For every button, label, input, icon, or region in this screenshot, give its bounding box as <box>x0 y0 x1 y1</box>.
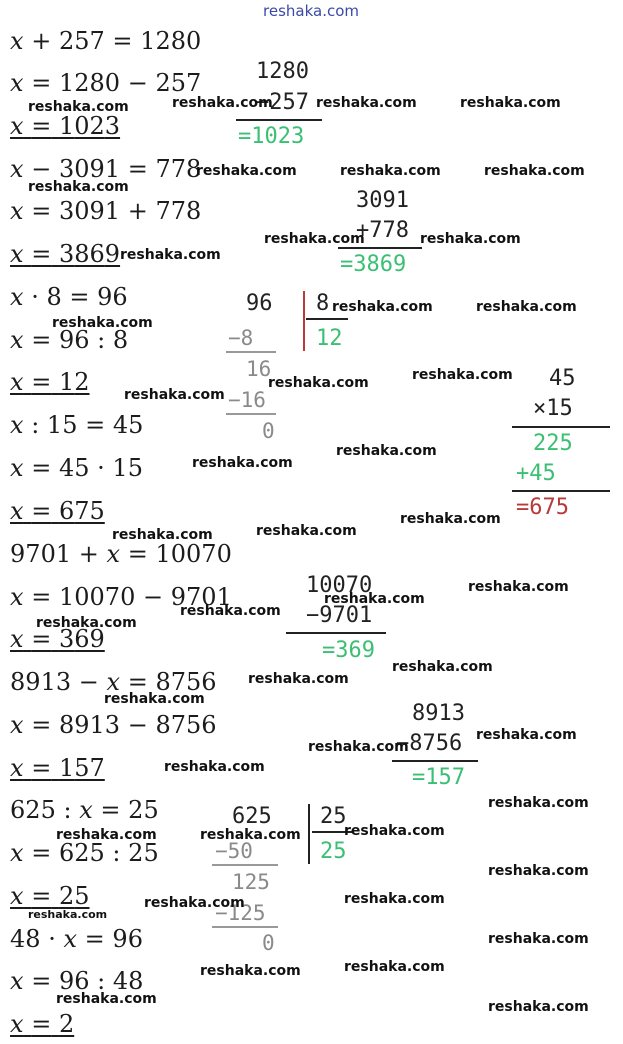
watermark-text: reshaka.com <box>308 739 409 755</box>
long-division-quotient: 25 <box>320 839 347 864</box>
site-header-link[interactable]: reshaka.com <box>263 2 359 20</box>
watermark-text: reshaka.com <box>412 367 513 383</box>
watermark-text: reshaka.com <box>484 163 585 179</box>
equation-answer: x = 675 <box>10 497 105 525</box>
watermark-text: reshaka.com <box>200 963 301 979</box>
variable-x: x <box>106 668 121 696</box>
long-division-divisor: 25 <box>320 804 347 829</box>
watermark-text: reshaka.com <box>344 823 445 839</box>
equation-line: x = 10070 − 9701 <box>10 583 232 611</box>
watermark-text: reshaka.com <box>248 671 349 687</box>
long-division-step: −16 <box>228 388 266 412</box>
watermark-text: reshaka.com <box>192 455 293 471</box>
variable-x: x <box>10 197 24 225</box>
watermark-text: reshaka.com <box>344 891 445 907</box>
column-operand: 8913 <box>412 701 465 726</box>
column-operand: −8756 <box>396 731 463 756</box>
long-division-divisor: 8 <box>316 291 330 316</box>
equation-line: x · 8 = 96 <box>10 283 128 311</box>
watermark-text: reshaka.com <box>488 863 589 879</box>
equation-answer: x = 25 <box>10 882 90 910</box>
watermark-text: reshaka.com <box>36 615 137 631</box>
watermark-text: reshaka.com <box>28 99 129 115</box>
watermark-text: reshaka.com <box>164 759 265 775</box>
column-rule <box>286 632 386 634</box>
variable-x: x <box>10 69 24 97</box>
watermark-text: reshaka.com <box>344 959 445 975</box>
column-rule <box>236 119 322 121</box>
long-division-step: 125 <box>232 870 270 894</box>
variable-x: x <box>10 711 24 739</box>
watermark-text: reshaka.com <box>332 299 433 315</box>
column-result: =157 <box>412 765 465 790</box>
watermark-text: reshaka.com <box>256 523 357 539</box>
watermark-text: reshaka.com <box>488 795 589 811</box>
column-result: =3869 <box>340 252 407 277</box>
column-rule <box>392 760 478 762</box>
equation-line: x : 15 = 45 <box>10 411 144 439</box>
equation-line: x = 96 : 8 <box>10 326 129 354</box>
equation-answer: x = 157 <box>10 754 105 782</box>
watermark-text: reshaka.com <box>316 95 417 111</box>
variable-x: x <box>10 27 24 55</box>
watermark-text: reshaka.com <box>476 727 577 743</box>
watermark-text: reshaka.com <box>324 591 425 607</box>
long-division-step: 0 <box>262 419 275 443</box>
equation-line: 48 · x = 96 <box>10 925 143 953</box>
watermark-text: reshaka.com <box>104 691 205 707</box>
watermark-text: reshaka.com <box>56 827 157 843</box>
long-division-step: −125 <box>215 901 266 925</box>
column-result: =1023 <box>238 124 305 149</box>
long-division-step: 16 <box>246 357 272 381</box>
watermark-text: reshaka.com <box>124 387 225 403</box>
watermark-text: reshaka.com <box>336 443 437 459</box>
long-division-dividend: 96 <box>246 291 273 316</box>
long-division-rule <box>306 318 348 320</box>
column-operand: ×15 <box>533 396 573 421</box>
watermark-text: reshaka.com <box>468 579 569 595</box>
variable-x: x <box>10 368 24 396</box>
long-division-bar <box>303 291 305 351</box>
equation-line: x + 257 = 1280 <box>10 27 202 55</box>
column-operand: 3091 <box>356 188 409 213</box>
equation-line: 8913 − x = 8756 <box>10 668 217 696</box>
variable-x: x <box>10 155 24 183</box>
long-division-rule <box>226 413 276 415</box>
variable-x: x <box>10 283 24 311</box>
watermark-text: reshaka.com <box>488 931 589 947</box>
watermark-text: reshaka.com <box>476 299 577 315</box>
column-result: =369 <box>322 638 375 663</box>
variable-x: x <box>10 454 24 482</box>
long-division-dividend: 625 <box>232 804 272 829</box>
column-rule <box>512 490 610 492</box>
watermark-text: reshaka.com <box>144 895 245 911</box>
equation-line: x = 1280 − 257 <box>10 69 202 97</box>
long-division-rule <box>226 351 276 353</box>
watermark-text: reshaka.com <box>268 375 369 391</box>
watermark-text: reshaka.com <box>120 247 221 263</box>
variable-x: x <box>10 583 24 611</box>
watermark-text: reshaka.com <box>28 908 108 921</box>
watermark-text: reshaka.com <box>172 95 273 111</box>
equation-line: x = 3091 + 778 <box>10 197 202 225</box>
long-division-quotient: 12 <box>316 326 343 351</box>
long-division-rule <box>212 926 278 928</box>
watermark-text: reshaka.com <box>340 163 441 179</box>
variable-x: x <box>106 540 121 568</box>
equation-answer: x = 1023 <box>10 112 121 140</box>
equation-answer: x = 369 <box>10 625 105 653</box>
watermark-text: reshaka.com <box>488 999 589 1015</box>
equation-line: x = 625 : 25 <box>10 839 159 867</box>
long-division-step: −8 <box>228 326 254 350</box>
variable-x: x <box>10 326 24 354</box>
equation-line: x = 8913 − 8756 <box>10 711 217 739</box>
variable-x: x <box>79 796 93 824</box>
equation-answer: x = 3869 <box>10 240 121 268</box>
watermark-text: reshaka.com <box>392 659 493 675</box>
variable-x: x <box>10 882 24 910</box>
watermark-text: reshaka.com <box>196 163 297 179</box>
equation-line: x = 45 · 15 <box>10 454 143 482</box>
variable-x: x <box>10 625 24 653</box>
equation-line: x − 3091 = 778 <box>10 155 202 183</box>
column-result: =675 <box>516 495 569 520</box>
variable-x: x <box>10 1010 24 1038</box>
variable-x: x <box>10 967 24 995</box>
watermark-text: reshaka.com <box>56 991 157 1007</box>
watermark-text: reshaka.com <box>264 231 365 247</box>
column-partial: 225 <box>533 431 573 456</box>
long-division-bar <box>308 804 310 864</box>
column-operand: 45 <box>549 366 576 391</box>
variable-x: x <box>10 240 24 268</box>
column-operand: +778 <box>356 218 409 243</box>
variable-x: x <box>10 112 24 140</box>
column-partial: +45 <box>516 461 556 486</box>
column-operand: −9701 <box>306 603 373 628</box>
long-division-step: 0 <box>262 931 275 955</box>
variable-x: x <box>63 925 78 953</box>
column-rule <box>512 426 610 428</box>
watermark-text: reshaka.com <box>400 511 501 527</box>
long-division-step: −50 <box>215 839 253 863</box>
watermark-text: reshaka.com <box>52 315 153 331</box>
long-division-rule <box>212 864 278 866</box>
watermark-text: reshaka.com <box>200 827 301 843</box>
equation-line: x = 96 : 48 <box>10 967 144 995</box>
variable-x: x <box>10 839 24 867</box>
column-operand: −257 <box>256 90 309 115</box>
watermark-text: reshaka.com <box>28 179 129 195</box>
equation-line: 625 : x = 25 <box>10 796 159 824</box>
column-operand: 1280 <box>256 59 309 84</box>
watermark-text: reshaka.com <box>180 603 281 619</box>
column-rule <box>338 247 422 249</box>
variable-x: x <box>10 754 24 782</box>
watermark-text: reshaka.com <box>420 231 521 247</box>
variable-x: x <box>10 497 24 525</box>
variable-x: x <box>10 411 24 439</box>
column-operand: 10070 <box>306 573 373 598</box>
watermark-text: reshaka.com <box>460 95 561 111</box>
watermark-text: reshaka.com <box>112 527 213 543</box>
equation-line: 9701 + x = 10070 <box>10 540 232 568</box>
equation-answer: x = 2 <box>10 1010 75 1038</box>
equation-answer: x = 12 <box>10 368 90 396</box>
